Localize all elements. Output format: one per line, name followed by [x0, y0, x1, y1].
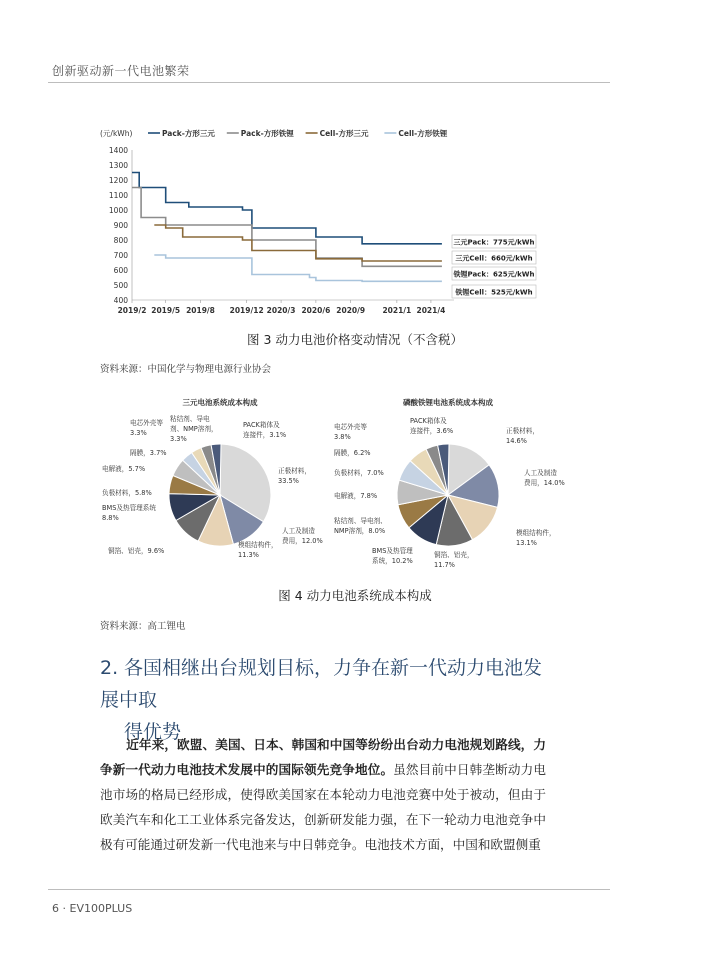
- annotation-label: 三元Pack：775元/kWh: [453, 238, 535, 247]
- pie-slice-label: BMS及热管理: [372, 547, 413, 555]
- y-tick-label: 1000: [108, 206, 128, 215]
- section-title-line1: 各国相继出台规划目标，力争在新一代动力电池发展中取: [100, 657, 543, 711]
- pie-slice-label: 剂、NMP溶剂，: [170, 425, 218, 433]
- page-header-title: 创新驱动新一代电池繁荣: [52, 64, 190, 78]
- price-line-chart: [96, 122, 556, 322]
- pie-slice-label: 正极材料，: [278, 467, 311, 475]
- footer-divider: [48, 889, 610, 890]
- figure4-source: 资料来源：高工锂电: [100, 621, 186, 632]
- pie-slice-label: 铜箔、铝壳，9.6%: [108, 547, 165, 555]
- y-tick-label: 600: [113, 266, 128, 275]
- paragraph-bold-text: 近年来，欧盟、美国、日本、韩国和中国等纷纷出台动力电池规划路线，力争新一代动力电池技术发展中的国际领先竞争地位。: [100, 737, 546, 777]
- x-tick-label: 2020/6: [301, 306, 331, 315]
- pie-slice-label: PACK箱体及: [243, 421, 280, 429]
- y-tick-label: 800: [113, 236, 128, 245]
- annotation-label: 三元Cell：660元/kWh: [455, 254, 533, 263]
- pie-slice-label: 13.1%: [516, 539, 537, 547]
- annotation-label: 铁锂Pack：625元/kWh: [453, 270, 535, 279]
- figure3-source: 资料来源：中国化学与物理电源行业协会: [100, 364, 272, 375]
- pie-slice-label: 正极材料，: [506, 427, 539, 435]
- pie-slice-label: 11.7%: [434, 561, 455, 569]
- pie-slice-label: 33.5%: [278, 477, 299, 485]
- pie-slice-label: 粘结剂、导电: [170, 415, 210, 423]
- pie-slice-label: 费用，12.0%: [282, 537, 323, 545]
- header-divider: [48, 82, 610, 83]
- x-tick-label: 2020/3: [266, 306, 296, 315]
- pie-slice-label: 连接件，3.6%: [410, 427, 454, 435]
- series-line: [132, 188, 442, 267]
- x-tick-label: 2020/9: [336, 306, 366, 315]
- legend-label: Pack-方形铁锂: [240, 129, 294, 138]
- pie-slice-label: 电解液，7.8%: [334, 492, 378, 500]
- x-tick-label: 2021/4: [416, 306, 446, 315]
- x-tick-label: 2019/2: [117, 306, 147, 315]
- section-title-line2: 得优势: [124, 721, 182, 743]
- pie-slice-label: 14.6%: [506, 437, 527, 445]
- pie-slice-label: 3.3%: [130, 429, 147, 437]
- pie-slice-label: 11.3%: [238, 551, 259, 559]
- pie-slice-label: 费用，14.0%: [524, 479, 565, 487]
- y-axis-unit-label: (元/kWh): [100, 129, 133, 138]
- legend-label: Cell-方形三元: [319, 129, 369, 138]
- pie-slice-label: 连接件，3.1%: [243, 431, 287, 439]
- pie-slice-label: 电解液，5.7%: [102, 465, 146, 473]
- x-tick-label: 2019/12: [229, 306, 264, 315]
- pie-title: 磷酸铁锂电池系统成本构成: [403, 398, 493, 407]
- pie-slice-label: PACK箱体及: [410, 417, 447, 425]
- annotation-label: 铁锂Cell：525元/kWh: [455, 288, 533, 297]
- page-footer: 6 · EV100PLUS: [52, 902, 133, 915]
- pie-slice-label: 系统，10.2%: [372, 557, 413, 565]
- pie-slice-label: 隔膜，6.2%: [334, 449, 371, 457]
- lfp-cost-pie-chart: [328, 395, 568, 570]
- y-tick-label: 700: [113, 251, 128, 260]
- series-line: [132, 173, 442, 244]
- pie-slice-label: 负极材料，7.0%: [334, 469, 384, 477]
- pie-slice-label: 隔膜，3.7%: [130, 449, 167, 457]
- pie-slice-label: 负极材料，5.8%: [102, 489, 152, 497]
- pie-slice-label: 8.8%: [102, 514, 119, 522]
- x-tick-label: 2021/1: [382, 306, 412, 315]
- legend-label: Cell-方形铁锂: [398, 129, 448, 138]
- y-tick-label: 1400: [108, 146, 128, 155]
- y-tick-label: 900: [113, 221, 128, 230]
- pie-slice-label: 电芯外壳等: [130, 419, 163, 427]
- y-tick-label: 500: [113, 281, 128, 290]
- y-tick-label: 1300: [108, 161, 128, 170]
- pie-slice-label: 人工及制造: [282, 527, 315, 535]
- series-line: [154, 255, 442, 281]
- pie-slice-label: 模组结构件，: [516, 529, 556, 537]
- pie-slice-label: 电芯外壳等: [334, 423, 367, 431]
- section-number: 2.: [100, 657, 119, 679]
- paragraph-text: 虽然目前中日韩垄断动力电池市场的格局已经形成，使得欧美国家在本轮动力电池竞赛中处于被动，但由于欧美汽车和化工工业体系完备发达，创新研发能力强，在下一轮动力电池竞争中极有可能通过研发新一代电池来与中日韩竞争。电池技术方面，中国和欧盟侧重: [100, 762, 547, 852]
- y-tick-label: 1100: [108, 191, 128, 200]
- pie-slice-label: 铜箔、铝壳，: [434, 551, 474, 559]
- x-tick-label: 2019/8: [186, 306, 215, 315]
- pie-slice-label: 3.8%: [334, 433, 351, 441]
- pie-slice-label: 人工及制造: [524, 469, 557, 477]
- legend-label: Pack-方形三元: [162, 129, 215, 138]
- figure3-caption: 图 3 动力电池价格变动情况（不含税）: [247, 332, 463, 347]
- y-tick-label: 400: [113, 296, 128, 305]
- y-tick-label: 1200: [108, 176, 128, 185]
- ternary-cost-pie-chart: [100, 395, 340, 570]
- figure4-caption: 图 4 动力电池系统成本构成: [278, 588, 432, 603]
- pie-slice-label: 粘结剂、导电剂、: [334, 517, 387, 525]
- body-paragraph: [100, 732, 546, 857]
- pie-slice-label: 模组结构件，: [238, 541, 278, 549]
- x-tick-label: 2019/5: [151, 306, 181, 315]
- pie-slice-label: BMS及热管理系统: [102, 504, 156, 512]
- pie-slice-label: 3.3%: [170, 435, 187, 443]
- pie-slice-label: NMP溶剂，8.0%: [334, 527, 386, 535]
- pie-title: 三元电池系统成本构成: [182, 398, 258, 407]
